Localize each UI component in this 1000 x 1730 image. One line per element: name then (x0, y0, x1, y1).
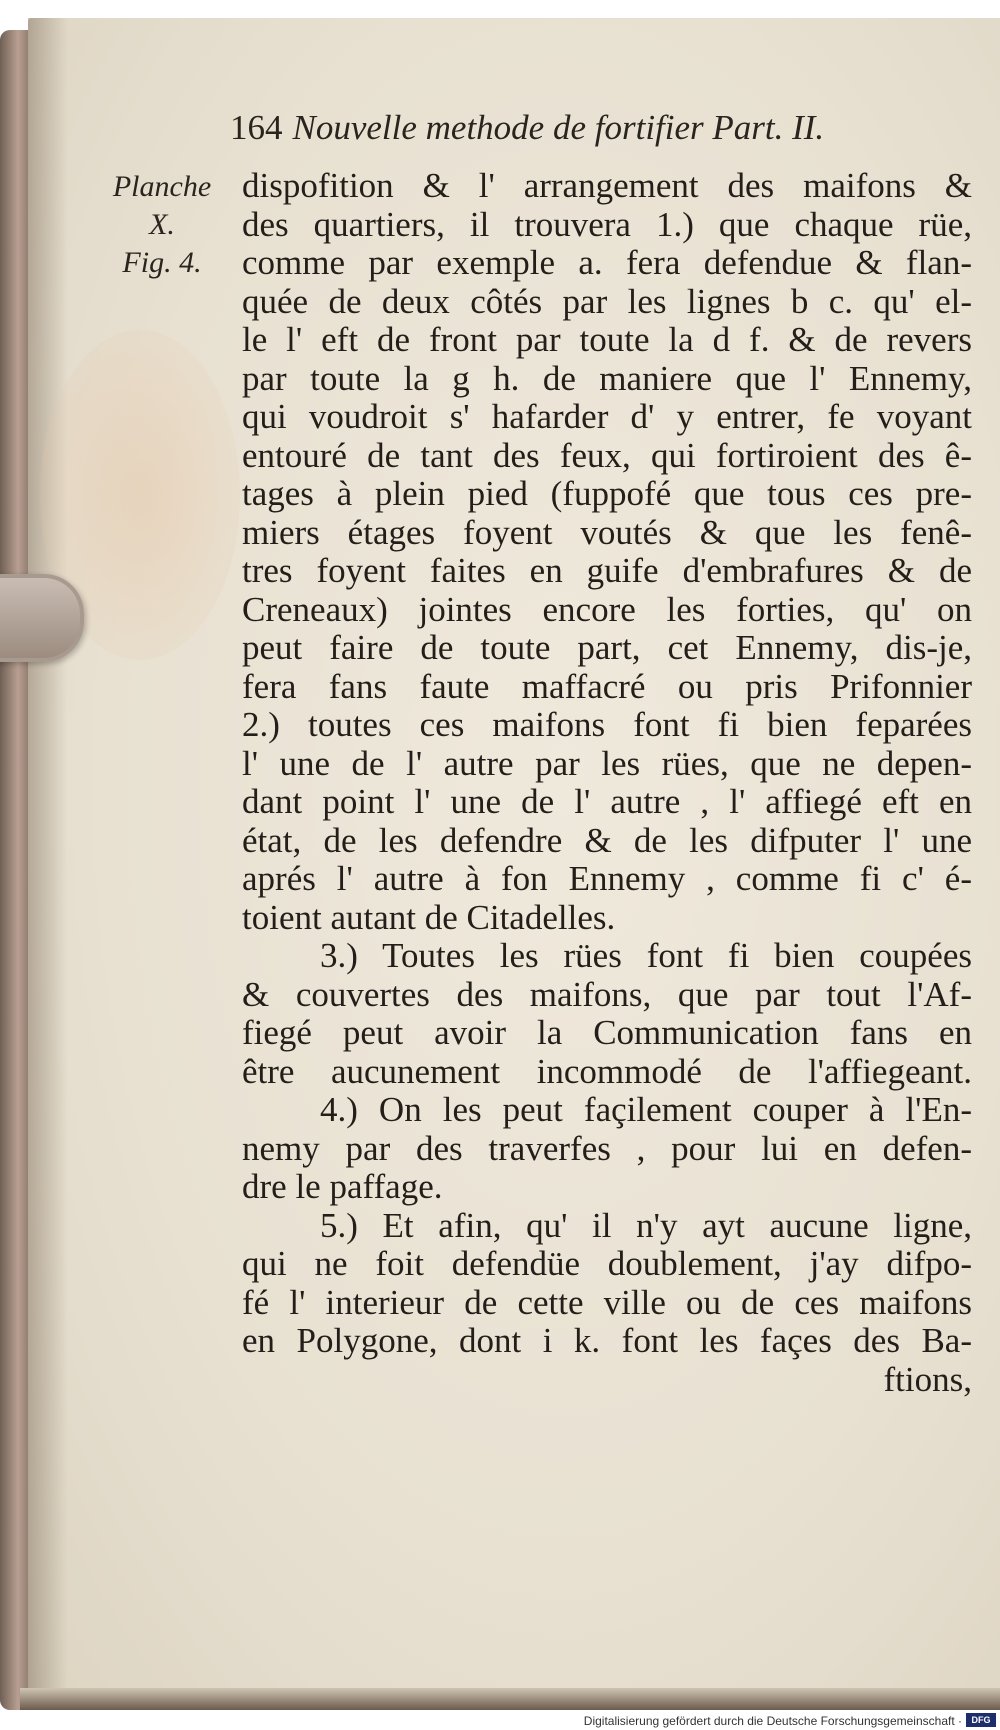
text-line: peut faire de toute part, cet Ennemy, dis-je, (242, 628, 972, 667)
text-line: tages à plein pied (fuppofé que tous ces pre- (242, 474, 972, 513)
text-line: Creneaux) jointes encore les forties, qu' on (242, 589, 972, 629)
text-line: dant point l' une de l' autre , l' affiegé eft en (242, 782, 972, 821)
text-line: tres foyent faites en guife d'embrafures & de (242, 551, 972, 590)
text-line: quée de deux côtés par les lignes b c. qu' el- (242, 281, 972, 321)
page-number: 164 (230, 108, 283, 147)
catchword: ftions, (883, 1359, 972, 1399)
running-title: Nouvelle methode de fortifier Part. II. (292, 108, 825, 147)
text-line: qui voudroit s' hafarder d' y entrer, fe voyant (242, 397, 972, 436)
text-line: aprés l' autre à fon Ennemy , comme fi c' é- (242, 859, 972, 898)
margin-note (112, 168, 212, 282)
text-line: par toute la g h. de maniere que l' Ennemy, (242, 358, 972, 398)
text-line: miers étages foyent voutés & que les fenê- (242, 512, 972, 552)
text-line: 5.) Et afin, qu' il n'y ayt aucune ligne, (320, 1205, 972, 1245)
margin-note-line: X. (149, 208, 175, 241)
text-line: fera fans faute maffacré ou pris Prifonnier (242, 666, 972, 706)
text-line: & couvertes des maifons, que par tout l'Af- (242, 974, 972, 1014)
text-line: état, de les defendre & de les difputer l' une (242, 820, 972, 860)
margin-note-line: Fig. 4. (122, 246, 202, 279)
text-line: 2.) toutes ces maifons font fi bien feparées (242, 705, 972, 744)
text-line: toient autant de Citadelles. (242, 897, 616, 937)
text-line: en Polygone, dont i k. font les façes des Ba- (242, 1321, 972, 1360)
book-bottom-edge (20, 1688, 1000, 1710)
margin-note-line: Planche (112, 170, 212, 203)
funding-credit: Digitalisierung gefördert durch die Deutsche Forschungsgemeinschaft · (583, 1714, 962, 1728)
text-line: entouré de tant des feux, qui fortiroient des ê- (242, 435, 972, 475)
book-spine-edge (0, 30, 30, 1710)
text-line: être aucunement incommodé de l'affiegeant. (242, 1051, 972, 1091)
text-line: nemy par des traverfes , pour lui en defen- (242, 1128, 972, 1168)
text-line: dispofition & l' arrangement des maifons & (242, 166, 972, 205)
text-line: 3.) Toutes les rües font fi bien coupées (320, 936, 972, 975)
text-line: fiegé peut avoir la Communication fans en (242, 1013, 972, 1052)
dfg-logo-icon: DFG (966, 1713, 996, 1727)
running-header (230, 108, 930, 158)
text-line: qui ne foit defendüe doublement, j'ay difpo- (242, 1244, 972, 1283)
page-clip (0, 574, 84, 662)
text-line: l' une de l' autre par les rües, que ne depen- (242, 743, 972, 783)
body-text (242, 167, 972, 1399)
text-line: des quartiers, il trouvera 1.) que chaque rüe, (242, 204, 972, 244)
gutter-shadow (28, 18, 68, 1710)
text-line: fé l' interieur de cette ville ou de ces maifons (242, 1282, 972, 1322)
text-line: dre le paffage. (242, 1167, 443, 1206)
text-line: comme par exemple a. fera defendue & flan- (242, 243, 972, 282)
text-line: le l' eft de front par toute la d f. & de revers (242, 320, 972, 359)
text-line: 4.) On les peut façilement couper à l'En- (320, 1090, 972, 1129)
